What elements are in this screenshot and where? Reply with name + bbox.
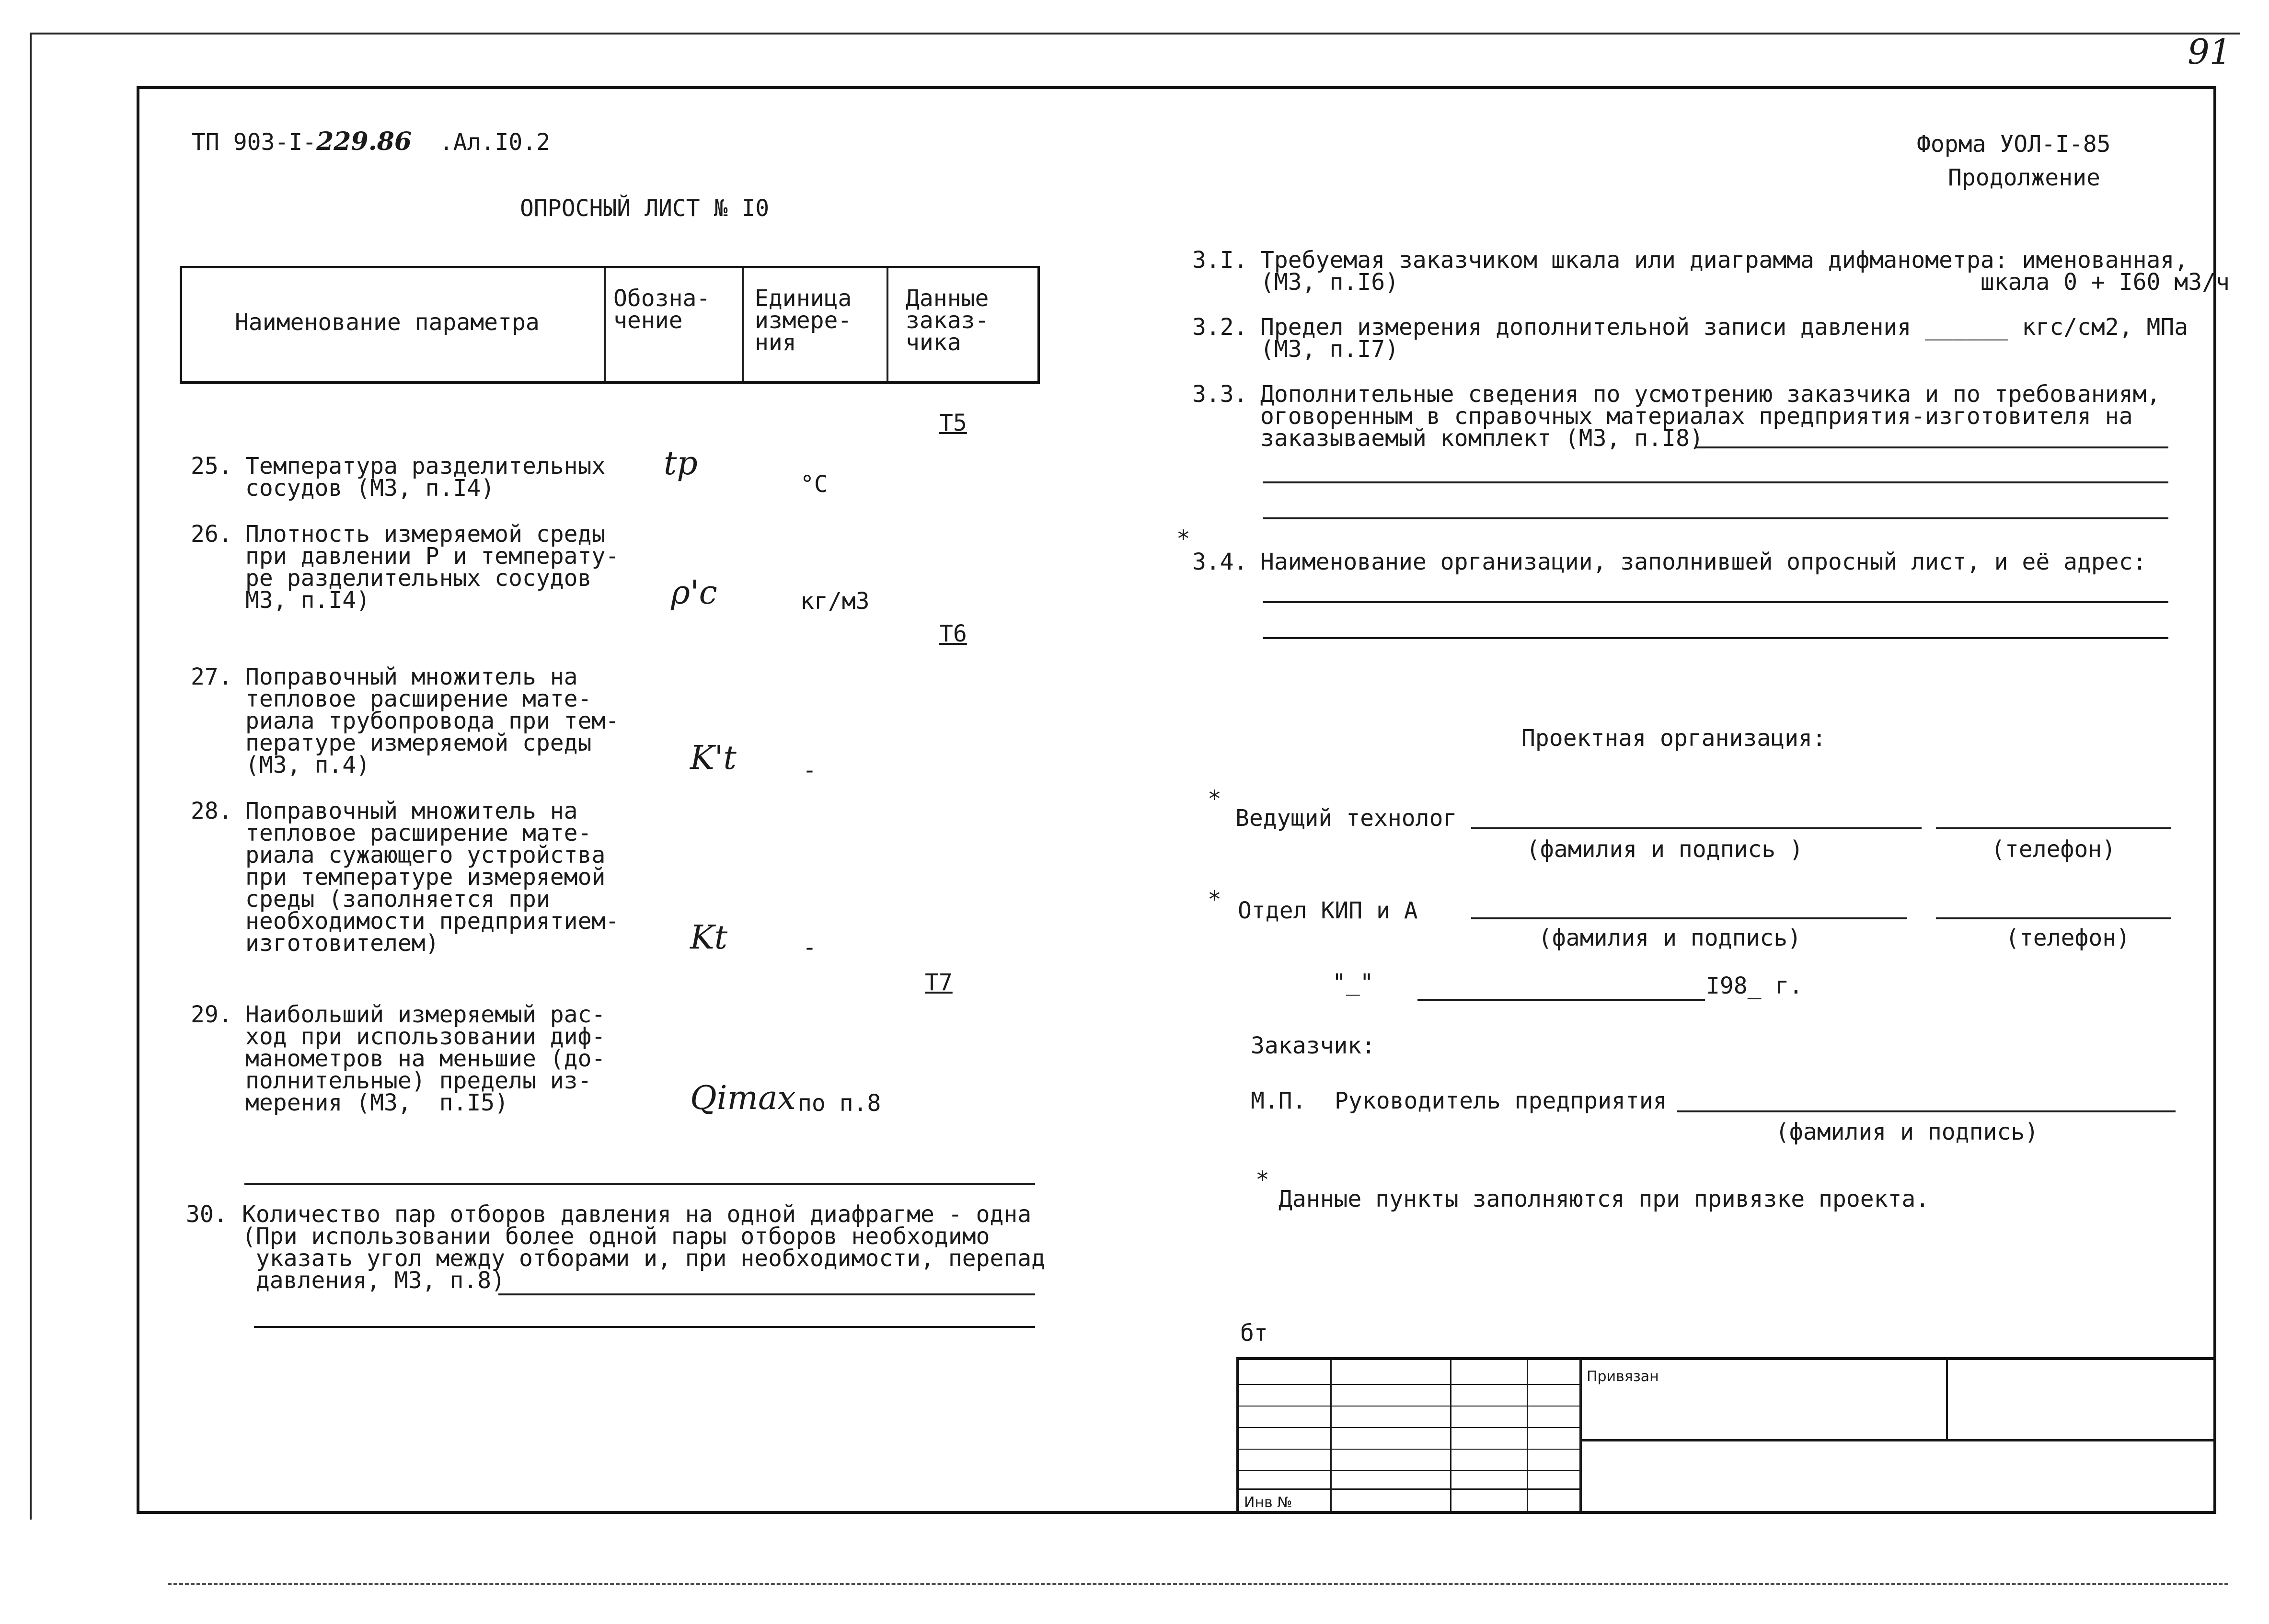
kip-phone-line[interactable] [1936,917,2171,919]
date-year: I98_ г. [1706,972,1803,999]
col-header-data: Данные заказ- чика [906,285,989,356]
stamp-inv: Инв № [1244,1494,1292,1511]
item-number: 28. [191,798,232,824]
fill-line[interactable] [1263,481,2168,483]
item-unit: °C [800,471,828,498]
footnote-mark: * [1208,786,1221,812]
marker-t6: Т6 [939,620,967,647]
col-header-unit: Единица измере- ния [755,285,852,356]
stamp-block [1236,1357,2213,1511]
item-unit: - [803,757,817,784]
item-number: 30. [186,1201,228,1228]
section-text: Предел измерения дополнительной записи давления ______ кгс/см2, МПа (МЗ, п.I7) [1260,314,2188,363]
fill-line[interactable] [254,1326,1035,1328]
sign-label: (фамилия и подпись ) [1526,836,1803,863]
project-org-label: Проектная организация: [1521,725,1826,752]
item-unit: по п.8 [798,1090,881,1117]
kip-sign-line[interactable] [1471,917,1907,919]
item-unit: кг/м3 [800,588,870,615]
item-text: Температура разделительных сосудов (МЗ, п.I4) [245,453,606,502]
fill-line[interactable] [1696,446,2168,448]
director-sign-line[interactable] [1677,1110,2176,1112]
footnote-text: Данные пункты заполняются при привязке проекта. [1278,1186,1930,1212]
section-number: 3.4. [1192,549,1248,575]
lead-tech-sign-line[interactable] [1471,827,1922,829]
fill-line[interactable] [1263,601,2168,603]
sign-label: (фамилия и подпись) [1538,925,1802,951]
item-number: 27. [191,663,232,690]
bottom-cut-line [168,1583,2228,1585]
section-number: 3.2. [1192,314,1248,341]
item-symbol: Qimax [690,1079,796,1117]
customer-label: Заказчик: [1251,1032,1376,1059]
doc-code-hand: 229.86 [316,127,412,156]
lead-tech-phone-line[interactable] [1936,827,2171,829]
sign-label: (фамилия и подпись) [1775,1119,2039,1145]
footnote-mark: * [1208,886,1221,913]
doc-code-suffix: .Ал.I0.2 [439,129,551,156]
item-symbol: K't [690,739,737,777]
phone-label: (телефон) [1991,836,2116,863]
fill-line[interactable] [498,1293,1035,1295]
item-text: Плотность измеряемой среды при давлении Р и температу- ре разделительных сосудов МЗ, п.I4) [245,521,620,614]
lead-tech-label: Ведущий технолог [1235,805,1457,832]
item-text: Поправочный множитель на тепловое расширение мате- риала сужающего устройства при температуре измеряемой среды (заполняется при необходимости предприятием- изготовителем) [245,798,620,957]
fill-line[interactable] [1263,637,2168,639]
item-number: 26. [191,521,232,548]
date-fill-line[interactable] [1417,999,1705,1001]
item-text: Количество пар отборов давления на одной диафрагме - одна (При использовании более одной пары отборов необходимо указать угол между отборами и, при необходимости, перепад давления, МЗ, п.8) [242,1201,1046,1294]
kip-label: Отдел КИП и А [1238,897,1418,924]
col-header-symbol: Обозна- чение [613,285,711,334]
divider-line [244,1183,1035,1185]
section-text: Требуемая заказчиком шкала или диаграмма дифманометра: именованная, (МЗ, п.I6) шкала 0 + I60 м3/ч [1260,247,2230,296]
section-number: 3.I. [1192,247,1248,274]
phone-label: (телефон) [2005,925,2131,951]
stamp-bt-label: бт [1240,1320,1268,1347]
marker-t7: Т7 [925,969,953,996]
fill-line[interactable] [1263,517,2168,519]
section-text: Наименование организации, заполнившей опросный лист, и её адрес: [1260,549,2147,575]
col-header-name: Наименование параметра [235,309,540,336]
form-code: Форма УОЛ-I-85 [1917,131,2111,158]
param-table-header [180,266,1040,384]
item-text: Наибольший измеряемый рас- ход при использовании диф- манометров на меньшие (до- полнительные) пределы из- мерения (МЗ, п.I5) [245,1001,606,1116]
footnote-mark: * [1255,1167,1269,1193]
item-symbol: tр [664,445,698,482]
page-number: 91 [2188,32,2232,72]
item-number: 29. [191,1001,232,1028]
doc-code-prefix: ТП 903-I- [192,129,317,156]
marker-t5: Т5 [939,410,967,436]
item-symbol: ρ'c [671,574,717,612]
item-unit: - [803,934,817,961]
section-text: Дополнительные сведения по усмотрению заказчика и по требованиям, оговоренным в справочных материалах предприятия-изготовителя на заказываемый комплект (МЗ, п.I8) [1260,381,2161,452]
item-symbol: Kt [690,919,728,957]
doc-code [192,127,551,156]
mp-label: М.П. [1251,1087,1306,1114]
item-number: 25. [191,453,232,480]
stamp-privyazan: Привязан [1587,1368,1659,1385]
date-quote: "_" [1332,969,1374,996]
page-title: ОПРОСНЫЙ ЛИСТ № I0 [520,195,770,222]
footnote-mark: * [1176,526,1190,552]
section-number: 3.3. [1192,381,1248,408]
item-text: Поправочный множитель на тепловое расширение мате- риала трубопровода при тем- пературе измеряемой среды (МЗ, п.4) [245,663,620,778]
director-label: Руководитель предприятия [1335,1087,1667,1114]
continuation: Продолжение [1948,164,2100,191]
